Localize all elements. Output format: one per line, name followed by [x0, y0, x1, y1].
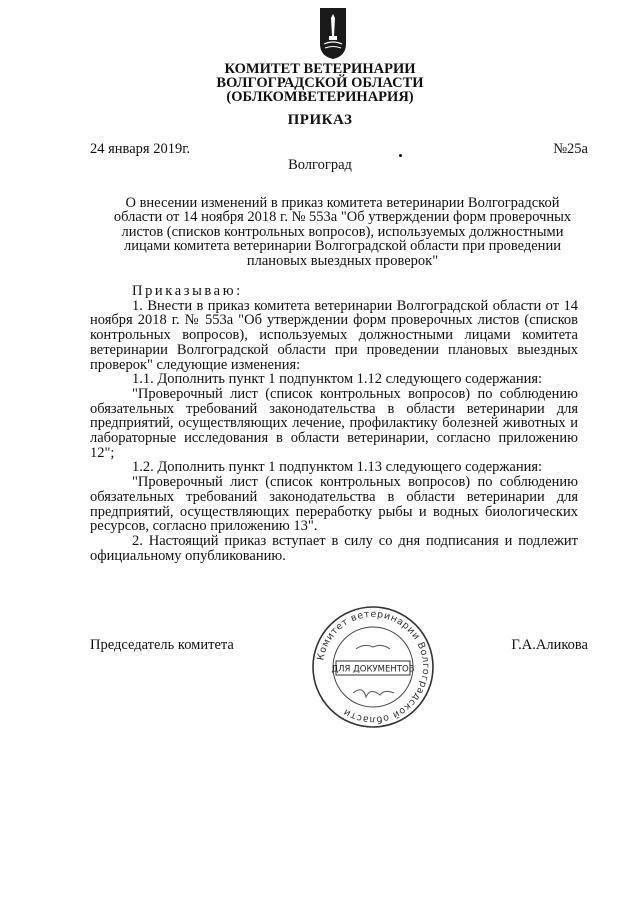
paragraph-1-1: 1.1. Дополнить пункт 1 подпунктом 1.12 следующего содержания:	[132, 371, 543, 388]
header-committee-name: КОМИТЕТ ВЕТЕРИНАРИИ	[224, 61, 416, 77]
header-region-name: ВОЛГОГРАДСКОЙ ОБЛАСТИ	[216, 75, 424, 91]
document-number: №25а	[553, 141, 588, 157]
scan-dot	[399, 154, 402, 157]
signatory-name: Г.А.Аликова	[511, 637, 588, 653]
paragraph-2: 2. Настоящий приказ вступает в силу со дня подписания и подлежит официальному опубликованию.	[90, 532, 578, 564]
coat-of-arms-emblem	[318, 6, 348, 60]
paragraph-1-2-text: "Проверочный лист (список контрольных вопросов) по соблюдению обязательных требований законодательства в области ветеринарии для предприятий, осуществляющих переработку рыбы и водных биологических ресурсов, согласно приложению 13".	[90, 474, 578, 535]
official-stamp	[308, 605, 438, 730]
paragraph-1-1-text: "Проверочный лист (список контрольных вопросов) по соблюдению обязательных требований законодательства в области ветеринарии для предприятий, осуществляющих лечение, профилактику болезней животных и лабораторные исследования в области ветеринарии, согласно приложению 12";	[90, 385, 578, 461]
document-subject: О внесении изменений в приказ комитета ветеринарии Волгоградской области от 14 ноября 2018 г. № 553а "Об утверждении форм проверочных листов (списков контрольных вопросов), используемых должностными лицами комитета ветеринарии Волгоградской области при проведении плановых выездных проверок"	[113, 195, 572, 269]
order-word: Приказываю:	[132, 283, 243, 299]
paragraph-1-2: 1.2. Дополнить пункт 1 подпунктом 1.13 следующего содержания:	[132, 459, 543, 476]
svg-text:ДЛЯ ДОКУМЕНТОВ: ДЛЯ ДОКУМЕНТОВ	[331, 664, 415, 675]
document-type-title: ПРИКАЗ	[287, 112, 353, 128]
document-date: 24 января 2019г.	[90, 141, 191, 157]
svg-text:Комитет ветеринарии Волгоградс: Комитет ветеринарии Волгоградской области	[315, 608, 432, 726]
document-body	[90, 284, 578, 563]
header-short-name: (ОБЛКОМВЕТЕРИНАРИЯ)	[226, 89, 414, 105]
document-city: Волгоград	[288, 157, 352, 173]
paragraph-1: 1. Внести в приказ комитета ветеринарии Волгоградской области от 14 ноября 2018 г. № 553а "Об утверждении форм проверочных листов (списков контрольных вопросов), используемых должностными лицами комитета ветеринарии Волгоградской области при проведении плановых выездных проверок" следующие изменения:	[90, 297, 578, 373]
signatory-position: Председатель комитета	[90, 637, 234, 653]
